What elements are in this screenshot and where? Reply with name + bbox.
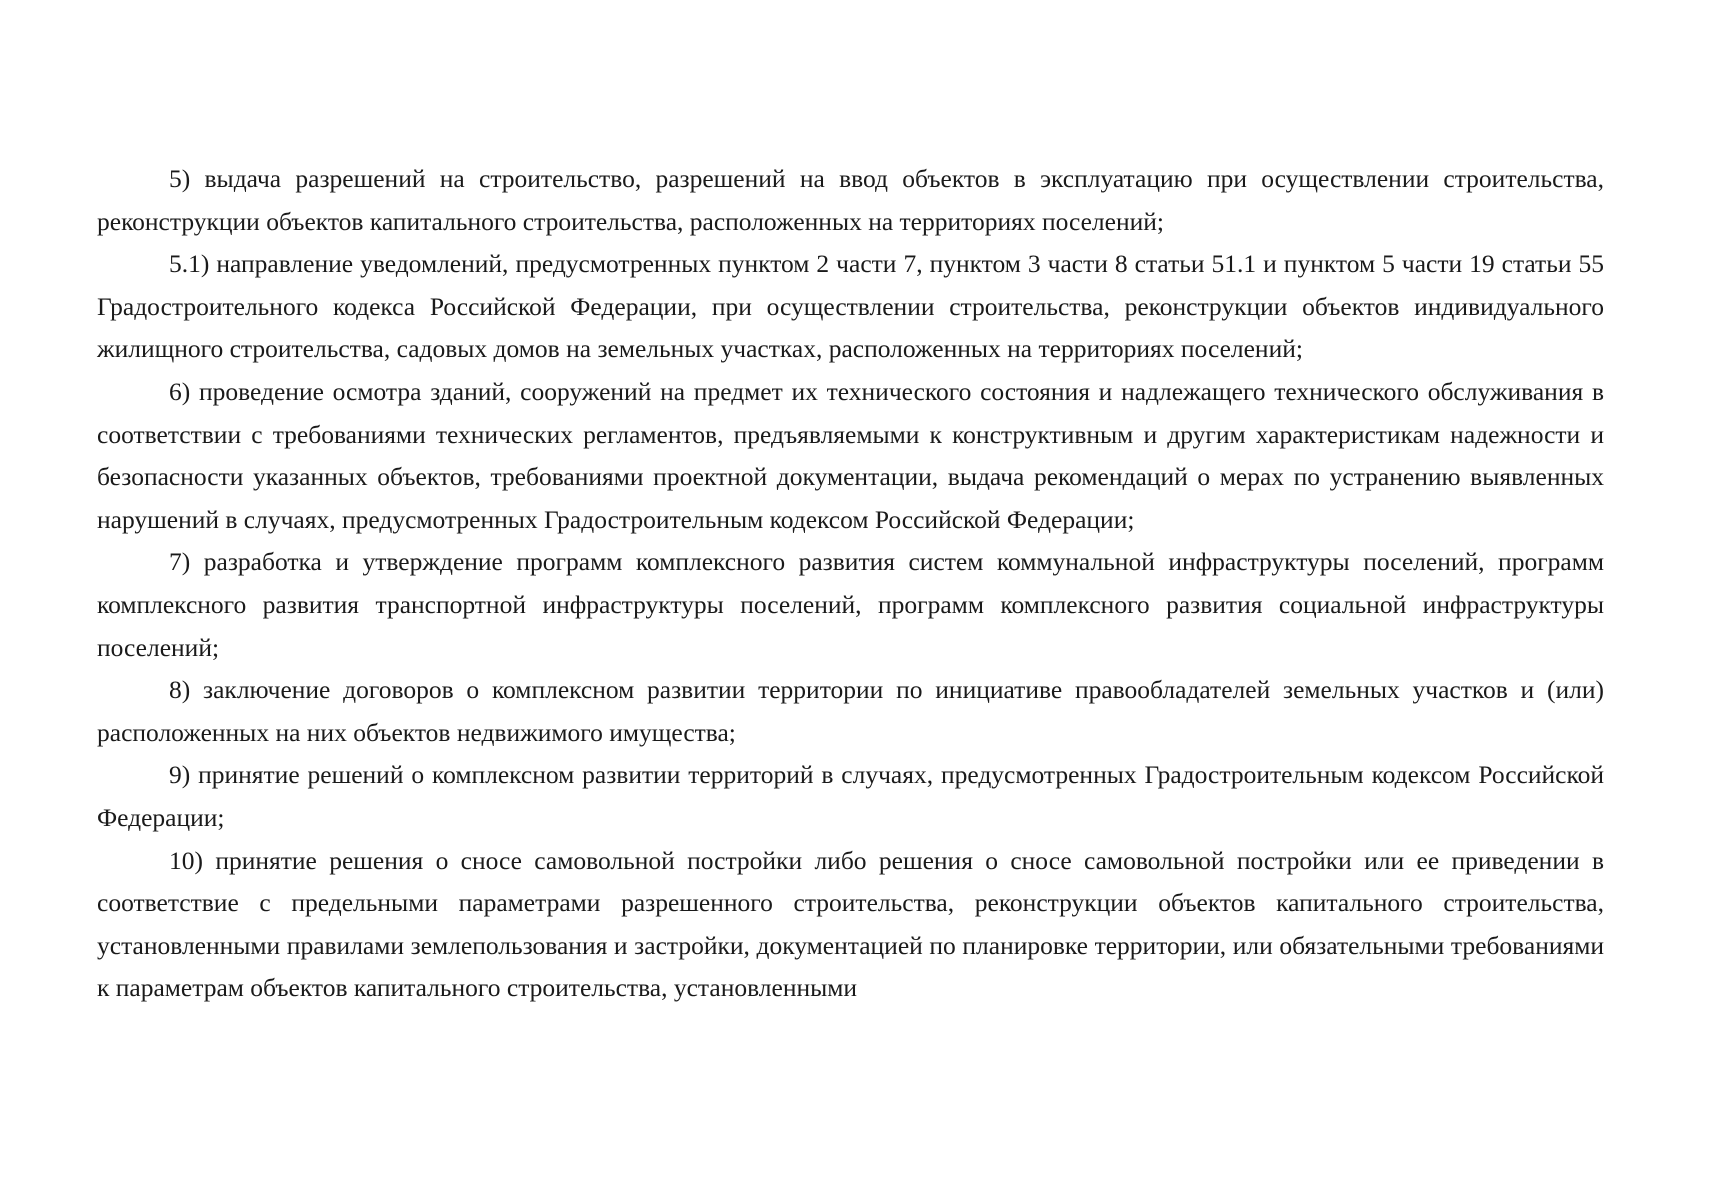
paragraph-item-8: 8) заключение договоров о комплексном развитии территории по инициативе правообладателей земельных участков и (или) расположенных на них объектов недвижимого имущества;	[97, 675, 1604, 747]
paragraph-item-10: 10) принятие решения о сносе самовольной постройки либо решения о сносе самовольной постройки или ее приведении в соответствие с предельными параметрами разрешенного строительства, реконструкции объектов капитального строительства, установленными правилами землепользования и застройки, документацией по планировке территории, или обязательными требованиями к параметрам объектов капитального строительства, установленными	[97, 845, 1604, 1003]
paragraph-item-5: 5) выдача разрешений на строительство, разрешений на ввод объектов в эксплуатацию при осуществлении строительства, реконструкции объектов капитального строительства, расположенных на территориях поселений;	[97, 164, 1604, 236]
paragraph-item-7: 7) разработка и утверждение программ комплексного развития систем коммунальной инфраструктуры поселений, программ комплексного развития транспортной инфраструктуры поселений, программ комплексного развития социальной инфраструктуры поселений;	[97, 547, 1604, 662]
paragraph-item-9: 9) принятие решений о комплексном развитии территорий в случаях, предусмотренных Градостроительным кодексом Российской Федерации;	[97, 760, 1604, 832]
paragraph-item-6: 6) проведение осмотра зданий, сооружений на предмет их технического состояния и надлежащего технического обслуживания в соответствии с требованиями технических регламентов, предъявляемыми к конструктивным и другим характеристикам надежности и безопасности указанных объектов, требованиями проектной документации, выдача рекомендаций о мерах по устранению выявленных нарушений в случаях, предусмотренных Градостроительным кодексом Российской Федерации;	[97, 376, 1604, 534]
paragraph-item-5-1: 5.1) направление уведомлений, предусмотренных пунктом 2 части 7, пунктом 3 части 8 статьи 51.1 и пунктом 5 части 19 статьи 55 Градостроительного кодекса Российской Федерации, при осуществлении строительства, реконструкции объектов индивидуального жилищного строительства, садовых домов на земельных участках, расположенных на территориях поселений;	[97, 249, 1604, 364]
document-body	[97, 158, 1604, 1010]
